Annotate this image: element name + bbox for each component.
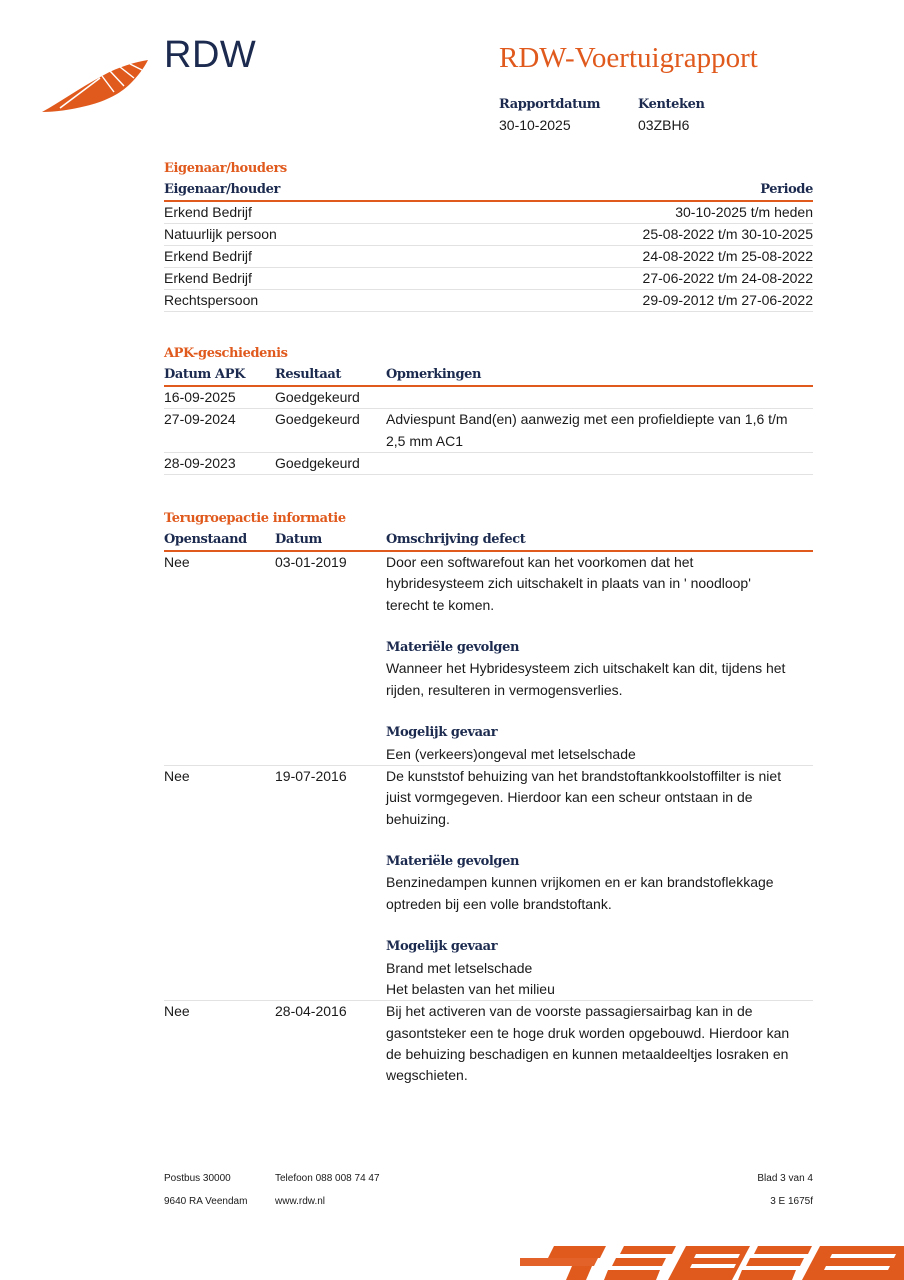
owner-cell: Erkend Bedrijf — [164, 204, 252, 220]
table-row — [164, 202, 813, 224]
owners-header-row — [164, 179, 813, 202]
recall-consequences: Wanneer het Hybridesysteem zich uitschakelt kan dit, tijdens het rijden, resulteren in vermogensverlies. — [386, 660, 786, 698]
apk-remarks-cell — [386, 387, 813, 408]
recall-desc-cell — [386, 552, 813, 765]
apk-section — [164, 343, 813, 475]
owners-col-owner: Eigenaar/houder — [164, 182, 280, 197]
owner-cell: Natuurlijk persoon — [164, 226, 277, 242]
footer-web[interactable]: www.rdw.nl — [275, 1196, 326, 1207]
recall-danger: Een (verkeers)ongeval met letselschade — [386, 745, 636, 762]
recall-open-cell: Nee — [164, 554, 190, 570]
table-row — [164, 1001, 813, 1086]
rdw-feather-logo-icon — [40, 58, 150, 116]
plate-value: 03ZBH6 — [638, 117, 690, 133]
rdw-logo-text: RDW — [164, 34, 257, 76]
apk-date-cell: 16-09-2025 — [164, 389, 236, 405]
consequences-label: Materiële gevolgen — [386, 854, 520, 870]
recall-consequences: Benzinedampen kunnen vrijkomen en er kan brandstoflekkage optreden bij een volle brandstoftank. — [386, 874, 774, 912]
recall-date-cell: 03-01-2019 — [275, 554, 347, 570]
period-cell: 27-06-2022 t/m 24-08-2022 — [642, 270, 813, 286]
recalls-header-row — [164, 529, 813, 552]
owner-cell: Erkend Bedrijf — [164, 248, 252, 264]
apk-remarks-cell — [386, 453, 813, 474]
period-cell: 30-10-2025 t/m heden — [675, 204, 813, 220]
apk-result-cell: Goedgekeurd — [275, 411, 360, 428]
footer-code: 3 E 1675f — [770, 1196, 813, 1207]
apk-date-cell: 28-09-2023 — [164, 454, 236, 471]
period-cell: 25-08-2022 t/m 30-10-2025 — [642, 226, 813, 242]
footer-postbus: Postbus 30000 — [164, 1173, 231, 1184]
plate-label: Kenteken — [638, 97, 705, 112]
recalls-col-open: Openstaand — [164, 532, 247, 547]
owners-title: Eigenaar/houders — [164, 161, 287, 176]
page-title: RDW-Voertuigrapport — [499, 42, 758, 74]
apk-col-result: Resultaat — [275, 367, 342, 382]
recall-date-cell: 28-04-2016 — [275, 1003, 347, 1020]
recall-description: Bij het activeren van de voorste passagiersairbag kan in de gasontsteker een te hoge druk worden opgebouwd. Hierdoor kan de behuizing beschadigen en kunnen metaaldeeltjes losraken en wegschieten. — [386, 1003, 790, 1084]
recalls-col-desc: Omschrijving defect — [386, 532, 526, 547]
recalls-title: Terugroepactie informatie — [164, 511, 346, 526]
recall-open-cell: Nee — [164, 1003, 190, 1020]
report-date-label: Rapportdatum — [499, 97, 601, 112]
recall-desc-cell — [386, 1001, 813, 1086]
recall-danger: Het belasten van het milieu — [386, 980, 555, 997]
footer-page: Blad 3 van 4 — [757, 1173, 813, 1184]
footer-city: 9640 RA Veendam — [164, 1196, 248, 1207]
owners-section — [164, 158, 813, 312]
apk-col-date: Datum APK — [164, 367, 245, 382]
recall-description: De kunststof behuizing van het brandstoftankkoolstoffilter is niet juist vormgegeven. Hierdoor kan een scheur ontstaan in de behuizing. — [386, 767, 782, 827]
recall-description: Door een softwarefout kan het voorkomen dat het hybridesysteem zich uitschakelt in plaats van in ' noodloop' terecht te komen. — [386, 554, 751, 613]
recall-date-cell: 19-07-2016 — [275, 767, 347, 784]
owner-cell: Erkend Bedrijf — [164, 270, 252, 286]
danger-label: Mogelijk gevaar — [386, 725, 498, 741]
recall-open-cell: Nee — [164, 767, 190, 784]
consequences-label: Materiële gevolgen — [386, 640, 520, 656]
table-row — [164, 453, 813, 475]
period-cell: 29-09-2012 t/m 27-06-2022 — [642, 292, 813, 308]
footer-phone: Telefoon 088 008 74 47 — [275, 1173, 380, 1184]
table-row — [164, 552, 813, 766]
period-cell: 24-08-2022 t/m 25-08-2022 — [642, 248, 813, 264]
recalls-section — [164, 508, 813, 1086]
apk-result-cell: Goedgekeurd — [275, 389, 360, 405]
danger-label: Mogelijk gevaar — [386, 939, 498, 955]
report-date-value: 30-10-2025 — [499, 117, 571, 133]
table-row — [164, 387, 813, 409]
table-row — [164, 766, 813, 1001]
plate-block — [638, 97, 705, 133]
table-row — [164, 246, 813, 268]
apk-title: APK-geschiedenis — [164, 346, 288, 361]
recall-desc-cell — [386, 766, 813, 1000]
apk-result-cell: Goedgekeurd — [275, 454, 360, 471]
recall-danger: Brand met letselschade — [386, 959, 533, 976]
apk-header-row — [164, 364, 813, 387]
table-row — [164, 268, 813, 290]
apk-date-cell: 27-09-2024 — [164, 411, 236, 428]
recalls-col-date: Datum — [275, 532, 322, 547]
table-row — [164, 409, 813, 453]
owners-col-period: Periode — [760, 182, 813, 197]
table-row — [164, 290, 813, 312]
apk-remarks-cell: Adviespunt Band(en) aanwezig met een profieldiepte van 1,6 t/m 2,5 mm AC1 — [386, 411, 788, 449]
report-date-block — [499, 97, 600, 133]
apk-col-remarks: Opmerkingen — [386, 367, 482, 382]
stripe-decoration-icon — [520, 1240, 904, 1280]
table-row — [164, 224, 813, 246]
owner-cell: Rechtspersoon — [164, 292, 259, 308]
